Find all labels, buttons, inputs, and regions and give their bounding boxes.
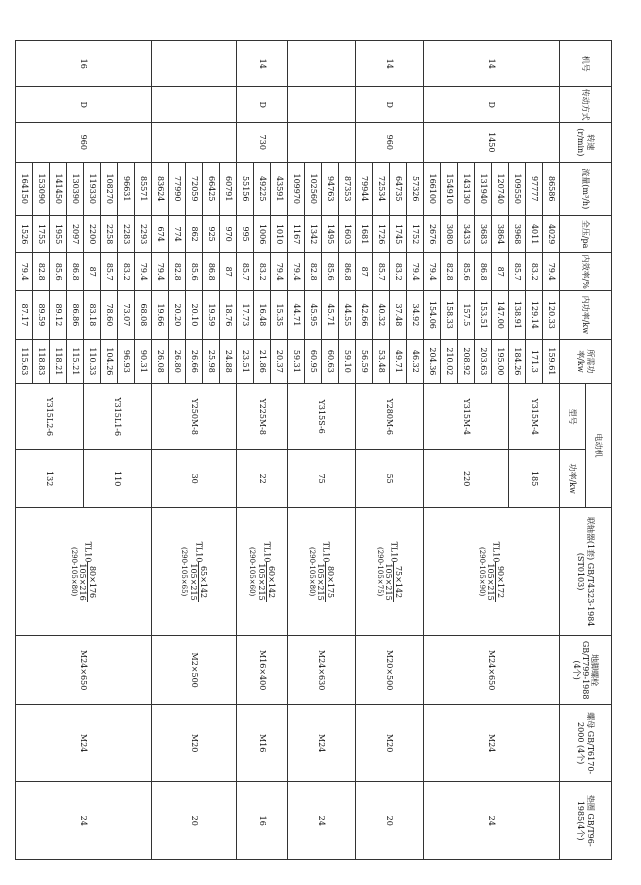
internal-power-cell: 138.91 — [509, 291, 526, 340]
model-cell — [288, 41, 356, 87]
nut-cell: M24 — [16, 704, 152, 781]
internal-power-cell: 87.17 — [16, 291, 33, 340]
coupling-denominator: 105×216 — [78, 563, 88, 601]
flow-cell: 64735 — [390, 162, 407, 215]
coupling-prefix: TL10 — [389, 541, 399, 563]
internal-power-cell: 19.59 — [203, 291, 220, 340]
motor-type-cell: Y315L1-6 — [84, 384, 152, 450]
flow-cell: 77990 — [169, 162, 186, 215]
pressure-cell: 1342 — [305, 215, 322, 253]
flow-cell: 86586 — [543, 162, 560, 215]
coupling-fraction — [486, 562, 505, 601]
header-drive: 传动方式 — [560, 87, 612, 122]
motor-power-cell: 75 — [288, 450, 356, 508]
header-row-1 — [586, 41, 612, 860]
coupling-denominator: 105×215 — [316, 563, 326, 601]
flow-cell: 96631 — [118, 162, 135, 215]
internal-power-cell: 89.12 — [50, 291, 67, 340]
internal-power-cell: 78.60 — [101, 291, 118, 340]
motor-power-cell: 220 — [424, 450, 509, 508]
internal-power-cell: 45.71 — [322, 291, 339, 340]
table-body — [16, 41, 560, 860]
efficiency-cell: 85.7 — [101, 253, 118, 291]
pressure-cell: 4029 — [543, 215, 560, 253]
nut-cell: M24 — [424, 704, 560, 781]
coupling-note: (290-105×60) — [248, 546, 257, 597]
flow-cell: 79944 — [356, 162, 373, 215]
coupling-prefix: TL10 — [491, 541, 501, 563]
internal-power-cell: 15.35 — [271, 291, 288, 340]
required-power-cell: 96.93 — [118, 339, 135, 383]
efficiency-cell: 79.4 — [271, 253, 288, 291]
required-power-cell: 115.21 — [67, 339, 84, 383]
flow-cell: 66425 — [203, 162, 220, 215]
required-power-cell: 20.37 — [271, 339, 288, 383]
table-row — [271, 41, 288, 860]
fan-performance-table — [15, 40, 612, 860]
pressure-cell: 1681 — [356, 215, 373, 253]
header-anchor-bolt: 地脚螺栓 GB/T799-1988 (4个) — [560, 636, 612, 705]
efficiency-cell: 85.7 — [509, 253, 526, 291]
pressure-cell: 1726 — [373, 215, 390, 253]
motor-type-cell: Y315M-4 — [424, 384, 509, 450]
efficiency-cell: 87 — [356, 253, 373, 291]
pressure-cell: 674 — [152, 215, 169, 253]
coupling-spec — [384, 508, 403, 635]
header-motor-type: 型号 — [560, 384, 586, 450]
pressure-cell: 1755 — [33, 215, 50, 253]
motor-power-cell: 30 — [152, 450, 237, 508]
internal-power-cell: 44.71 — [288, 291, 305, 340]
pressure-cell: 995 — [237, 215, 254, 253]
flow-cell: 164150 — [16, 162, 33, 215]
required-power-cell: 49.71 — [390, 339, 407, 383]
flow-cell: 43591 — [271, 162, 288, 215]
efficiency-cell: 83.2 — [254, 253, 271, 291]
flow-cell: 85571 — [135, 162, 152, 215]
flow-cell: 154910 — [441, 162, 458, 215]
drive-cell — [152, 87, 237, 122]
motor-type-cell: Y225M-8 — [237, 384, 288, 450]
motor-type-cell: Y315S-6 — [288, 384, 356, 450]
flow-cell: 109550 — [509, 162, 526, 215]
flow-cell: 60791 — [220, 162, 237, 215]
coupling-cell — [152, 507, 237, 635]
model-cell: 16 — [16, 41, 152, 87]
pressure-cell: 2200 — [84, 215, 101, 253]
pressure-cell: 1495 — [322, 215, 339, 253]
internal-power-cell: 158.33 — [441, 291, 458, 340]
efficiency-cell: 85.7 — [373, 253, 390, 291]
internal-power-cell: 153.51 — [475, 291, 492, 340]
efficiency-cell: 85.7 — [237, 253, 254, 291]
coupling-fraction — [384, 562, 403, 601]
internal-power-cell: 34.92 — [407, 291, 424, 340]
pressure-cell: 1752 — [407, 215, 424, 253]
pressure-cell: 3080 — [441, 215, 458, 253]
efficiency-cell: 79.4 — [543, 253, 560, 291]
required-power-cell: 171.3 — [526, 339, 543, 383]
efficiency-cell: 86.8 — [339, 253, 356, 291]
efficiency-cell: 79.4 — [135, 253, 152, 291]
header-internal-power: 内功率/kw — [560, 291, 612, 340]
coupling-spec — [316, 508, 335, 635]
internal-power-cell: 147.00 — [492, 291, 509, 340]
anchor-bolt-cell: M2×500 — [152, 636, 237, 705]
internal-power-cell: 68.08 — [135, 291, 152, 340]
efficiency-cell: 83.2 — [390, 253, 407, 291]
motor-power-cell: 110 — [84, 450, 152, 508]
rotated-page — [19, 40, 612, 860]
pressure-cell: 970 — [220, 215, 237, 253]
internal-power-cell: 73.07 — [118, 291, 135, 340]
drive-cell: D — [237, 87, 288, 122]
coupling-fraction — [188, 562, 207, 601]
coupling-cell — [424, 507, 560, 635]
coupling-spec — [78, 508, 97, 635]
coupling-spec — [486, 508, 505, 635]
coupling-denominator: 105×215 — [256, 563, 266, 601]
efficiency-cell: 79.4 — [16, 253, 33, 291]
table-row — [339, 41, 356, 860]
pressure-cell: 1526 — [16, 215, 33, 253]
required-power-cell: 159.61 — [543, 339, 560, 383]
motor-type-cell: Y315L2-6 — [16, 384, 84, 450]
flow-cell: 83624 — [152, 162, 169, 215]
washer-cell: 24 — [288, 782, 356, 860]
flow-cell: 49225 — [254, 162, 271, 215]
table-row — [543, 41, 560, 860]
efficiency-cell: 86.8 — [475, 253, 492, 291]
internal-power-cell: 20.10 — [186, 291, 203, 340]
efficiency-cell: 85.6 — [322, 253, 339, 291]
motor-type-cell: Y280M-6 — [356, 384, 424, 450]
required-power-cell: 21.86 — [254, 339, 271, 383]
flow-cell: 94763 — [322, 162, 339, 215]
internal-power-cell: 44.55 — [339, 291, 356, 340]
required-power-cell: 59.31 — [288, 339, 305, 383]
pressure-cell: 1010 — [271, 215, 288, 253]
required-power-cell: 203.63 — [475, 339, 492, 383]
efficiency-cell: 79.4 — [152, 253, 169, 291]
header-motor: 电动机 — [586, 384, 612, 508]
pressure-cell: 1006 — [254, 215, 271, 253]
efficiency-cell: 79.4 — [288, 253, 305, 291]
pressure-cell: 925 — [203, 215, 220, 253]
internal-power-cell: 42.66 — [356, 291, 373, 340]
table-row — [220, 41, 237, 860]
coupling-fraction — [316, 562, 335, 601]
pressure-cell: 2258 — [101, 215, 118, 253]
table-row — [407, 41, 424, 860]
pressure-cell: 2097 — [67, 215, 84, 253]
efficiency-cell: 86.8 — [203, 253, 220, 291]
speed-cell — [152, 122, 237, 162]
header-washer: 垫圈 GB/T96-1985(4个) — [560, 782, 612, 860]
flow-cell: 97777 — [526, 162, 543, 215]
pressure-cell: 3864 — [492, 215, 509, 253]
efficiency-cell: 79.4 — [407, 253, 424, 291]
coupling-note: (290-105×80) — [307, 546, 316, 597]
speed-cell: 960 — [356, 122, 424, 162]
coupling-fraction — [256, 562, 275, 601]
model-cell: 14 — [424, 41, 560, 87]
internal-power-cell: 157.5 — [458, 291, 475, 340]
coupling-fraction — [78, 562, 97, 601]
anchor-bolt-cell: M20×500 — [356, 636, 424, 705]
motor-type-cell: Y315M-4 — [509, 384, 560, 450]
internal-power-cell: 20.20 — [169, 291, 186, 340]
internal-power-cell: 18.76 — [220, 291, 237, 340]
coupling-prefix: TL10 — [262, 541, 272, 563]
efficiency-cell: 85.6 — [458, 253, 475, 291]
model-cell: 14 — [356, 41, 424, 87]
coupling-spec — [256, 508, 275, 635]
coupling-prefix: TL10 — [194, 541, 204, 563]
required-power-cell: 25.98 — [203, 339, 220, 383]
header-coupling: 联轴器(1套) GB/T4323-1984 (ST0103) — [560, 507, 612, 635]
flow-cell: 55156 — [237, 162, 254, 215]
flow-cell: 141450 — [50, 162, 67, 215]
required-power-cell: 195.00 — [492, 339, 509, 383]
efficiency-cell: 82.8 — [169, 253, 186, 291]
required-power-cell: 56.59 — [356, 339, 373, 383]
pressure-cell: 2293 — [135, 215, 152, 253]
flow-cell: 119330 — [84, 162, 101, 215]
coupling-numerator: 90×172 — [495, 562, 505, 601]
coupling-note: (290-105×75) — [375, 546, 384, 597]
internal-power-cell: 45.95 — [305, 291, 322, 340]
header-motor-power: 功率/kw — [560, 450, 586, 508]
required-power-cell: 23.51 — [237, 339, 254, 383]
efficiency-cell: 79.4 — [424, 253, 441, 291]
speed-cell: 730 — [237, 122, 288, 162]
coupling-cell — [16, 507, 152, 635]
washer-cell: 20 — [356, 782, 424, 860]
required-power-cell: 24.88 — [220, 339, 237, 383]
coupling-cell — [237, 507, 288, 635]
flow-cell: 131940 — [475, 162, 492, 215]
motor-type-cell: Y250M-8 — [152, 384, 237, 450]
coupling-prefix: TL10 — [321, 541, 331, 563]
internal-power-cell: 17.73 — [237, 291, 254, 340]
speed-cell: 1450 — [424, 122, 560, 162]
header-flow: 流量(m³/h) — [560, 162, 612, 215]
internal-power-cell: 154.06 — [424, 291, 441, 340]
efficiency-cell: 83.2 — [118, 253, 135, 291]
internal-power-cell: 89.59 — [33, 291, 50, 340]
drive-cell: D — [356, 87, 424, 122]
anchor-bolt-cell: M24×650 — [16, 636, 152, 705]
coupling-denominator: 105×215 — [384, 563, 394, 601]
header-pressure: 全压/pa — [560, 215, 612, 253]
coupling-spec — [188, 508, 207, 635]
efficiency-cell: 87 — [220, 253, 237, 291]
internal-power-cell: 16.48 — [254, 291, 271, 340]
flow-cell: 72059 — [186, 162, 203, 215]
internal-power-cell: 129.14 — [526, 291, 543, 340]
pressure-cell: 2283 — [118, 215, 135, 253]
efficiency-cell: 86.8 — [67, 253, 84, 291]
required-power-cell: 115.63 — [16, 339, 33, 383]
flow-cell: 166100 — [424, 162, 441, 215]
required-power-cell: 90.31 — [135, 339, 152, 383]
flow-cell: 87353 — [339, 162, 356, 215]
pressure-cell: 1745 — [390, 215, 407, 253]
flow-cell: 108270 — [101, 162, 118, 215]
required-power-cell: 60.95 — [305, 339, 322, 383]
pressure-cell: 774 — [169, 215, 186, 253]
speed-cell — [288, 122, 356, 162]
efficiency-cell: 85.6 — [50, 253, 67, 291]
pressure-cell: 3683 — [475, 215, 492, 253]
drive-cell: D — [424, 87, 560, 122]
coupling-numerator: 75×142 — [393, 562, 403, 601]
header-speed: 转速(r/min) — [560, 122, 612, 162]
coupling-numerator: 80×175 — [325, 562, 335, 601]
required-power-cell: 204.36 — [424, 339, 441, 383]
required-power-cell: 118.21 — [50, 339, 67, 383]
flow-cell: 57326 — [407, 162, 424, 215]
model-cell: 14 — [237, 41, 288, 87]
flow-cell: 143130 — [458, 162, 475, 215]
speed-cell: 960 — [16, 122, 152, 162]
required-power-cell: 60.63 — [322, 339, 339, 383]
washer-cell: 16 — [237, 782, 288, 860]
required-power-cell: 59.10 — [339, 339, 356, 383]
pressure-cell: 3433 — [458, 215, 475, 253]
internal-power-cell: 37.48 — [390, 291, 407, 340]
flow-cell: 153090 — [33, 162, 50, 215]
nut-cell: M20 — [356, 704, 424, 781]
anchor-bolt-cell: M24×630 — [288, 636, 356, 705]
required-power-cell: 46.32 — [407, 339, 424, 383]
internal-power-cell: 83.18 — [84, 291, 101, 340]
drive-cell — [288, 87, 356, 122]
flow-cell: 120740 — [492, 162, 509, 215]
motor-power-cell: 55 — [356, 450, 424, 508]
pressure-cell: 862 — [186, 215, 203, 253]
coupling-denominator: 105×215 — [486, 563, 496, 601]
coupling-note: (290-105×90) — [477, 546, 486, 597]
motor-power-cell: 185 — [509, 450, 560, 508]
nut-cell: M24 — [288, 704, 356, 781]
required-power-cell: 118.83 — [33, 339, 50, 383]
coupling-denominator: 105×215 — [188, 563, 198, 601]
coupling-prefix: TL10 — [83, 541, 93, 563]
pressure-cell: 1603 — [339, 215, 356, 253]
required-power-cell: 26.66 — [186, 339, 203, 383]
flow-cell: 72534 — [373, 162, 390, 215]
required-power-cell: 184.26 — [509, 339, 526, 383]
washer-cell: 24 — [424, 782, 560, 860]
efficiency-cell: 82.8 — [33, 253, 50, 291]
nut-cell: M20 — [152, 704, 237, 781]
efficiency-cell: 82.8 — [305, 253, 322, 291]
efficiency-cell: 87 — [492, 253, 509, 291]
washer-cell: 20 — [152, 782, 237, 860]
header-model: 机号 — [560, 41, 612, 87]
coupling-cell — [288, 507, 356, 635]
washer-cell: 24 — [16, 782, 152, 860]
required-power-cell: 53.48 — [373, 339, 390, 383]
pressure-cell: 3968 — [509, 215, 526, 253]
efficiency-cell: 87 — [84, 253, 101, 291]
coupling-note: (290-105×65) — [180, 546, 189, 597]
flow-cell: 130390 — [67, 162, 84, 215]
pressure-cell: 2676 — [424, 215, 441, 253]
required-power-cell: 26.80 — [169, 339, 186, 383]
coupling-cell — [356, 507, 424, 635]
required-power-cell: 210.02 — [441, 339, 458, 383]
pressure-cell: 4011 — [526, 215, 543, 253]
header-nut: 螺母 GB/T6170-2000 (4个) — [560, 704, 612, 781]
coupling-note: (290-105×80) — [69, 546, 78, 597]
flow-cell: 109970 — [288, 162, 305, 215]
efficiency-cell: 83.2 — [526, 253, 543, 291]
internal-power-cell: 86.86 — [67, 291, 84, 340]
required-power-cell: 110.33 — [84, 339, 101, 383]
model-cell — [152, 41, 237, 87]
motor-power-cell: 22 — [237, 450, 288, 508]
motor-power-cell: 132 — [16, 450, 84, 508]
pressure-cell: 1955 — [50, 215, 67, 253]
internal-power-cell: 19.66 — [152, 291, 169, 340]
coupling-numerator: 60×142 — [266, 562, 276, 601]
flow-cell: 102560 — [305, 162, 322, 215]
pressure-cell: 1167 — [288, 215, 305, 253]
header-efficiency: 内效率/% — [560, 253, 612, 291]
efficiency-cell: 82.8 — [441, 253, 458, 291]
required-power-cell: 26.08 — [152, 339, 169, 383]
internal-power-cell: 40.32 — [373, 291, 390, 340]
header-required-power: 所需功率/kw — [560, 339, 612, 383]
coupling-numerator: 65×142 — [198, 562, 208, 601]
coupling-numerator: 80×176 — [87, 562, 97, 601]
anchor-bolt-cell: M24×650 — [424, 636, 560, 705]
drive-cell: D — [16, 87, 152, 122]
internal-power-cell: 120.33 — [543, 291, 560, 340]
efficiency-cell: 85.6 — [186, 253, 203, 291]
required-power-cell: 208.92 — [458, 339, 475, 383]
anchor-bolt-cell: M16×400 — [237, 636, 288, 705]
table-row — [135, 41, 152, 860]
required-power-cell: 104.26 — [101, 339, 118, 383]
nut-cell: M16 — [237, 704, 288, 781]
